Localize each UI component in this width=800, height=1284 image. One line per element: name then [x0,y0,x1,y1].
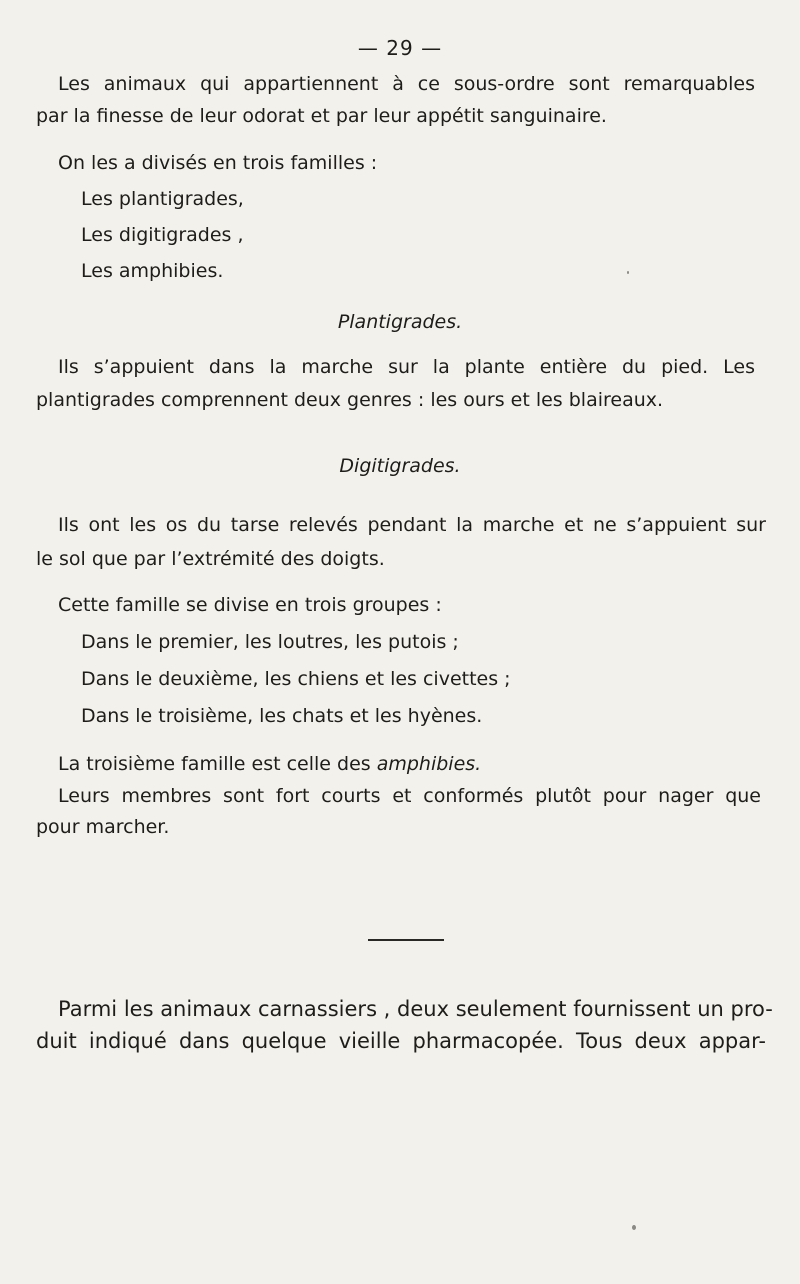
group-item: Dans le premier, les loutres, les putois ; [81,631,459,653]
digitigrades-line-2: le sol que par l’extrémité des doigts. [36,548,385,570]
family-item: Les amphibies. [81,260,224,282]
families-intro: On les a divisés en trois familles : [58,152,378,174]
amphibies-line-1 [58,753,481,775]
family-item: Les digitigrades , [81,224,244,246]
plantigrades-line-2: plantigrades comprennent deux genres : les ours et les blaireaux. [36,389,664,411]
family-item: Les plantigrades, [81,188,244,210]
section-heading-digitigrades: Digitigrades. [339,455,461,477]
paper-speck [632,1225,636,1230]
section-heading-plantigrades: Plantigrades. [337,311,463,333]
intro-line-1: Les animaux qui appartiennent à ce sous-ordre sont remarquables [58,73,755,95]
amphibies-prefix: La troisième famille est celle des [58,753,377,775]
group-item: Dans le deuxième, les chiens et les civettes ; [81,668,511,690]
plantigrades-line-1: Ils s’appuient dans la marche sur la plante entière du pied. Les [58,356,755,378]
groups-intro: Cette famille se divise en trois groupes : [58,594,442,616]
footnote-line-2: duit indiqué dans quelque vieille pharmacopée. Tous deux appar- [36,1029,766,1053]
group-item: Dans le troisième, les chats et les hyènes. [81,705,483,727]
intro-line-2: par la finesse de leur odorat et par leur appétit sanguinaire. [36,105,607,127]
footnote-line-1: Parmi les animaux carnassiers , deux seulement fournissent un pro- [58,997,773,1021]
amphibies-line-3: pour marcher. [36,816,170,838]
amphibies-term: amphibies. [376,753,482,775]
amphibies-line-2: Leurs membres sont fort courts et conformés plutôt pour nager que [58,785,761,807]
separator-rule [368,939,444,941]
digitigrades-line-1: Ils ont les os du tarse relevés pendant la marche et ne s’appuient sur [58,514,766,536]
paper-speck [627,271,629,274]
page-number: — 29 — [357,36,443,60]
